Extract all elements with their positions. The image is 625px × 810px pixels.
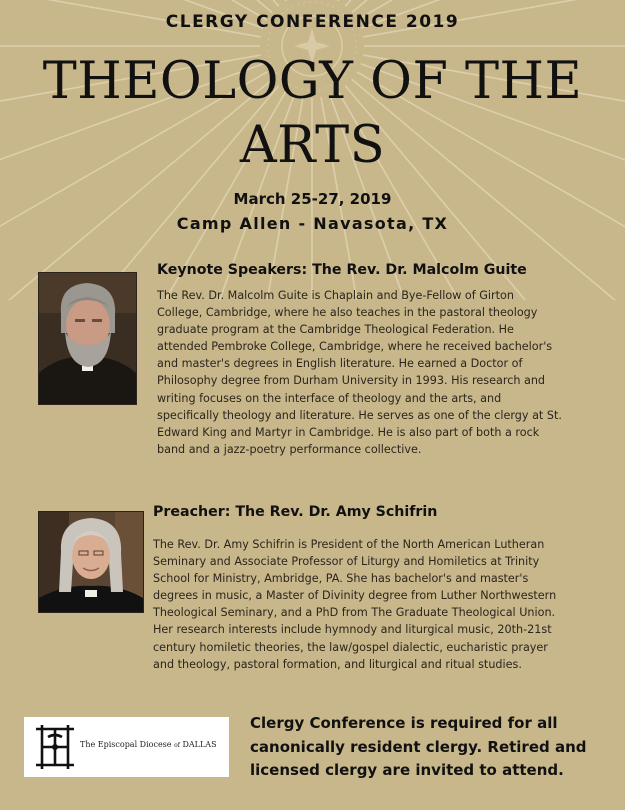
- title-line-2: ARTS: [239, 116, 386, 175]
- diocese-name-prefix: The Episcopal Diocese: [80, 740, 172, 749]
- bio-line: attended Pembroke College, Cambridge, where he received bachelor's: [157, 340, 553, 354]
- bio-line: Seminary and Associate Professor of Liturgy and Homiletics at Trinity: [153, 555, 540, 569]
- diocese-emblem-icon: [30, 719, 80, 775]
- bio-line: The Rev. Dr. Amy Schifrin is President of the North American Lutheran: [153, 538, 545, 551]
- bio-line: Edward King and Martyr in Cambridge. He is also part of both a rock: [157, 425, 540, 439]
- preacher-photo: [38, 511, 144, 613]
- notice-line: licensed clergy are invited to attend.: [250, 761, 564, 779]
- sunburst-ray: [338, 0, 572, 1]
- bio-line: century homiletic theories, the law/gospel dialectic, eucharistic prayer: [153, 640, 548, 654]
- diocese-name-of: of: [174, 742, 180, 749]
- bio-line: band and a jazz-poetry performance collective.: [157, 442, 422, 456]
- notice-line: canonically resident clergy. Retired and: [250, 737, 587, 756]
- sunburst-ray: [52, 0, 286, 1]
- bio-line: and theology, pastoral formation, and liturgical and ritual studies.: [153, 657, 522, 671]
- bio-line: Philosophy degree from Durham University in 1993. His research and: [157, 374, 546, 388]
- page-title: [20, 50, 605, 178]
- diocese-logo: [24, 717, 229, 777]
- bio-line: The Rev. Dr. Malcolm Guite is Chaplain and Bye-Fellow of Girton: [157, 289, 514, 302]
- preacher-bio: [153, 536, 605, 673]
- bio-line: College, Cambridge, where he also teaches in the pastoral theology: [157, 306, 538, 320]
- bio-line: specifically theology and literature. He serves as one of the clergy at St.: [157, 408, 562, 422]
- notice-line: Clergy Conference is required for all: [250, 714, 558, 732]
- bio-line: School for Ministry, Ambridge, PA. She has bachelor's and master's: [153, 572, 529, 586]
- keynote-heading: Keynote Speakers: The Rev. Dr. Malcolm Guite: [157, 262, 527, 278]
- bio-line: writing focuses on the interface of theology and the arts, and: [157, 391, 502, 405]
- bio-line: degrees in music, a Master of Divinity degree from Luther Northwestern: [153, 589, 557, 603]
- sunburst-ray: [0, 0, 272, 13]
- event-location: Camp Allen - Navasota, TX: [176, 214, 449, 233]
- attendance-notice: [250, 712, 610, 783]
- keynote-speaker-photo: [38, 272, 137, 405]
- preacher-heading: Preacher: The Rev. Dr. Amy Schifrin: [153, 504, 438, 520]
- event-dates: March 25-27, 2019: [233, 190, 392, 208]
- keynote-bio: [157, 287, 605, 458]
- title-line-1: THEOLOGY OF THE: [42, 52, 583, 111]
- bio-line: Her research interests include hymnody and liturgical music, 20th-21st: [153, 623, 552, 637]
- bio-line: graduate program at the Cambridge Theological Federation. He: [157, 323, 514, 337]
- sunburst-ray: [352, 0, 625, 13]
- diocese-name-city: DALLAS: [182, 740, 217, 749]
- bio-line: Theological Seminary, and a PhD from The Graduate Theological Union.: [153, 606, 556, 620]
- event-label: CLERGY CONFERENCE 2019: [165, 12, 460, 32]
- bio-line: and master's degrees in English literature. He earned a Doctor of: [157, 357, 523, 371]
- diocese-name: [80, 740, 230, 749]
